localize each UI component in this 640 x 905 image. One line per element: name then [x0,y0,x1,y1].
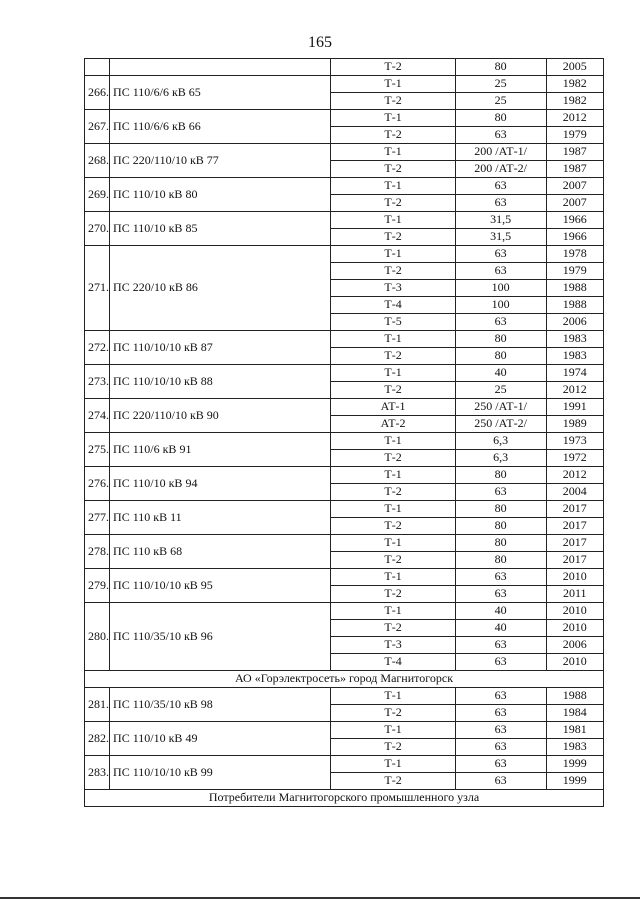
transformer-cell: Т-2 [331,552,455,569]
power-cell: 63 [455,246,546,263]
year-cell: 1983 [546,739,603,756]
year-cell: 2011 [546,586,603,603]
bottom-rule [0,897,640,899]
power-cell: 63 [455,195,546,212]
power-cell: 80 [455,552,546,569]
power-cell: 63 [455,739,546,756]
substation-name: ПС 110/10 кВ 85 [110,212,331,246]
power-cell: 250 /АТ-1/ [455,399,546,416]
substation-number: 282. [85,722,110,756]
power-cell: 63 [455,654,546,671]
power-cell: 100 [455,280,546,297]
year-cell: 1988 [546,280,603,297]
year-cell: 1991 [546,399,603,416]
transformer-cell: Т-2 [331,620,455,637]
transformer-cell: Т-1 [331,331,455,348]
transformer-cell: Т-2 [331,348,455,365]
num-cell [85,59,110,76]
transformer-cell: Т-1 [331,467,455,484]
power-cell: 80 [455,331,546,348]
substation-name: ПС 110/10 кВ 49 [110,722,331,756]
power-cell: 200 /АТ-1/ [455,144,546,161]
power-cell: 40 [455,603,546,620]
year-cell: 1979 [546,127,603,144]
substation-number: 274. [85,399,110,433]
power-cell: 25 [455,76,546,93]
year-cell: 2007 [546,195,603,212]
transformer-cell: Т-2 [331,773,455,790]
transformer-cell: АТ-1 [331,399,455,416]
section-header-row [85,671,604,688]
transformer-cell: Т-1 [331,722,455,739]
power-cell: 63 [455,756,546,773]
power-cell: 80 [455,501,546,518]
transformer-cell: Т-2 [331,484,455,501]
year-cell: 2010 [546,603,603,620]
year-cell: 2017 [546,518,603,535]
substation-name: ПС 110/10/10 кВ 95 [110,569,331,603]
table-row-continuation [85,59,604,76]
transformer-cell: Т-1 [331,756,455,773]
power-cell: 63 [455,705,546,722]
substation-name: ПС 110/10/10 кВ 88 [110,365,331,399]
year-cell: 2004 [546,484,603,501]
table-row [85,433,604,450]
year-cell: 1974 [546,365,603,382]
table-row [85,722,604,739]
transformer-cell: Т-5 [331,314,455,331]
substation-number: 271. [85,246,110,331]
power-cell: 80 [455,518,546,535]
year-cell: 1972 [546,450,603,467]
table-row [85,756,604,773]
transformer-cell: Т-1 [331,688,455,705]
transformer-cell: Т-2 [331,161,455,178]
transformer-cell: Т-2 [331,518,455,535]
year-cell: 2012 [546,382,603,399]
substation-name: ПС 110/35/10 кВ 98 [110,688,331,722]
substation-number: 270. [85,212,110,246]
power-cell: 63 [455,773,546,790]
transformer-cell: Т-1 [331,535,455,552]
transformer-cell: Т-1 [331,365,455,382]
year-cell: 1988 [546,297,603,314]
substation-table [84,58,604,807]
table-row [85,76,604,93]
transformer-cell: Т-3 [331,637,455,654]
transformer-cell: Т-1 [331,569,455,586]
substation-number: 283. [85,756,110,790]
transformer-cell: Т-1 [331,603,455,620]
year-cell: 1979 [546,263,603,280]
transformer-cell: Т-2 [331,195,455,212]
power-cell: 80 [455,535,546,552]
power-cell: 63 [455,688,546,705]
year-cell: 1973 [546,433,603,450]
table-row [85,331,604,348]
year-cell: 2007 [546,178,603,195]
table-row [85,399,604,416]
transformer-cell: Т-2 [331,263,455,280]
power-cell: 31,5 [455,229,546,246]
transformer-cell: Т-1 [331,178,455,195]
substation-number: 272. [85,331,110,365]
substation-number: 266. [85,76,110,110]
year-cell: 1984 [546,705,603,722]
substation-name: ПС 110/10/10 кВ 99 [110,756,331,790]
power-cell: 6,3 [455,433,546,450]
year-cell: 1988 [546,688,603,705]
power-cell: 63 [455,484,546,501]
power-cell: 250 /АТ-2/ [455,416,546,433]
substation-name: ПС 110/6/6 кВ 65 [110,76,331,110]
substation-name: ПС 110/10 кВ 94 [110,467,331,501]
substation-number: 268. [85,144,110,178]
power-cell: 80 [455,467,546,484]
table-row [85,144,604,161]
table-row [85,535,604,552]
year-cell: 1983 [546,348,603,365]
year-cell: 1999 [546,756,603,773]
section-title: АО «Горэлектросеть» город Магнитогорск [85,671,604,688]
substation-number: 267. [85,110,110,144]
section-title: Потребители Магнитогорского промышленного узла [85,790,604,807]
power-cell: 25 [455,382,546,399]
year-cell: 1987 [546,144,603,161]
substation-name: ПС 110/35/10 кВ 96 [110,603,331,671]
power-cell: 6,3 [455,450,546,467]
table-row [85,467,604,484]
substation-name: ПС 220/110/10 кВ 90 [110,399,331,433]
substation-name: ПС 220/110/10 кВ 77 [110,144,331,178]
substation-name: ПС 220/10 кВ 86 [110,246,331,331]
substation-number: 277. [85,501,110,535]
transformer-cell: Т-1 [331,433,455,450]
transformer-cell: Т-2 [331,382,455,399]
power-cell: 80 [455,348,546,365]
transformer-cell: Т-2 [331,586,455,603]
power-cell: 80 [455,59,546,76]
power-cell: 63 [455,569,546,586]
table-row [85,178,604,195]
transformer-cell: Т-1 [331,76,455,93]
substation-number: 281. [85,688,110,722]
power-cell: 63 [455,586,546,603]
power-cell: 100 [455,297,546,314]
power-cell: 63 [455,127,546,144]
year-cell: 1982 [546,93,603,110]
substation-number: 279. [85,569,110,603]
year-cell: 2010 [546,620,603,637]
substation-name: ПС 110/10 кВ 80 [110,178,331,212]
power-cell: 63 [455,722,546,739]
substation-name: ПС 110/10/10 кВ 87 [110,331,331,365]
table-row [85,212,604,229]
transformer-cell: Т-1 [331,144,455,161]
year-cell: 1982 [546,76,603,93]
year-cell: 2012 [546,467,603,484]
transformer-cell: Т-4 [331,297,455,314]
transformer-cell: Т-2 [331,127,455,144]
substation-number: 273. [85,365,110,399]
year-cell: 2017 [546,552,603,569]
table-row [85,246,604,263]
transformer-cell: Т-2 [331,705,455,722]
transformer-cell: Т-4 [331,654,455,671]
year-cell: 1999 [546,773,603,790]
transformer-cell: Т-1 [331,110,455,127]
year-cell: 2017 [546,535,603,552]
substation-number: 269. [85,178,110,212]
year-cell: 1983 [546,331,603,348]
substation-number: 280. [85,603,110,671]
transformer-cell: Т-2 [331,229,455,246]
substation-number: 276. [85,467,110,501]
substation-number: 275. [85,433,110,467]
transformer-cell: Т-2 [331,739,455,756]
transformer-cell: Т-2 [331,59,455,76]
year-cell: 2006 [546,637,603,654]
transformer-cell: АТ-2 [331,416,455,433]
year-cell: 2005 [546,59,603,76]
transformer-cell: Т-2 [331,93,455,110]
transformer-cell: Т-3 [331,280,455,297]
table-row [85,110,604,127]
power-cell: 40 [455,620,546,637]
power-cell: 31,5 [455,212,546,229]
substation-name: ПС 110 кВ 11 [110,501,331,535]
transformer-cell: Т-2 [331,450,455,467]
transformer-cell: Т-1 [331,501,455,518]
power-cell: 80 [455,110,546,127]
year-cell: 2017 [546,501,603,518]
power-cell: 63 [455,263,546,280]
transformer-cell: Т-1 [331,212,455,229]
year-cell: 2010 [546,569,603,586]
substation-name: ПС 110/6/6 кВ 66 [110,110,331,144]
year-cell: 2012 [546,110,603,127]
year-cell: 1978 [546,246,603,263]
year-cell: 2010 [546,654,603,671]
year-cell: 1966 [546,212,603,229]
year-cell: 1987 [546,161,603,178]
table-row [85,365,604,382]
year-cell: 2006 [546,314,603,331]
year-cell: 1966 [546,229,603,246]
table-row [85,688,604,705]
power-cell: 40 [455,365,546,382]
section-header-row [85,790,604,807]
power-cell: 63 [455,178,546,195]
table-row [85,501,604,518]
substation-name: ПС 110/6 кВ 91 [110,433,331,467]
power-cell: 25 [455,93,546,110]
table-row [85,569,604,586]
substation-number: 278. [85,535,110,569]
substation-name: ПС 110 кВ 68 [110,535,331,569]
table-row [85,603,604,620]
name-cell [110,59,331,76]
transformer-cell: Т-1 [331,246,455,263]
power-cell: 200 /АТ-2/ [455,161,546,178]
power-cell: 63 [455,637,546,654]
page-number: 165 [308,34,332,51]
year-cell: 1981 [546,722,603,739]
power-cell: 63 [455,314,546,331]
year-cell: 1989 [546,416,603,433]
